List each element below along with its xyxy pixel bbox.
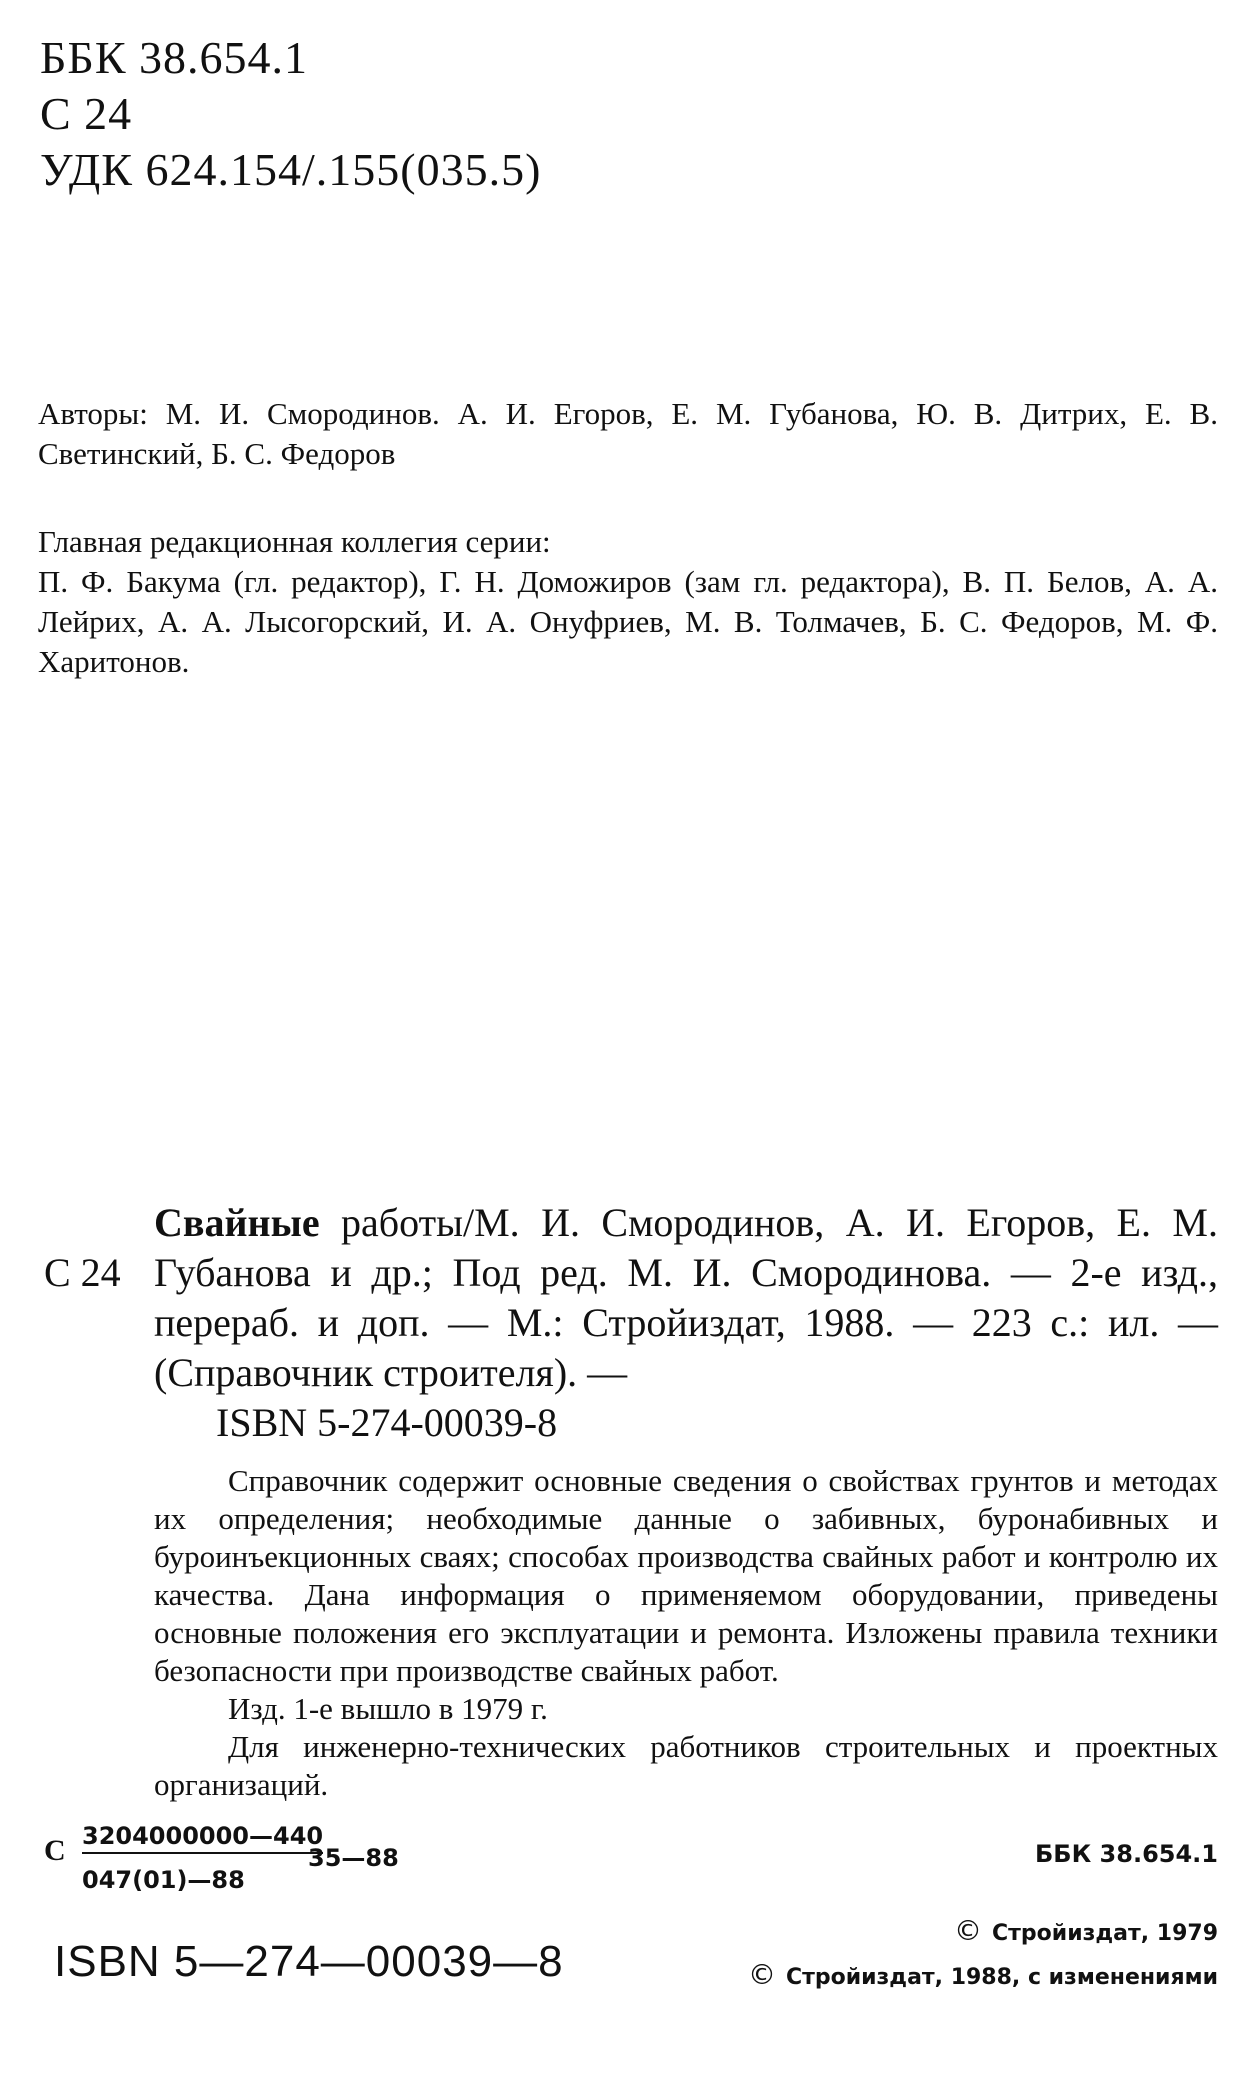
editorial-board-heading: Главная редакционная коллегия серии: (38, 524, 551, 559)
annotation-body: Справочник содержит основные сведения о свойствах грунтов и методах их определения; необходимые данные о забивных, буронабивных и буроинъекционных сваях; способах производства свайных работ и контролю их качества. Дана информация о применяемом оборудовании, приведены основные положения его эксплуатации и ремонта. Изложены правила техники безопасности при производстве свайных работ. (154, 1463, 1218, 1688)
udk-index: УДК 624.154/.155(035.5) (40, 144, 542, 195)
classification-block (40, 30, 541, 198)
copyright-icon: © (954, 1914, 983, 1947)
author-code: С 24 (40, 88, 133, 139)
bibliographic-record (154, 1198, 1218, 1398)
copyright-icon: © (747, 1958, 776, 1991)
bbk-index: ББК 38.654.1 (40, 32, 309, 83)
copyright-1988 (748, 1958, 1218, 1991)
editorial-board (38, 522, 1218, 682)
publication-code-numerator: 3204000000—440 (82, 1822, 323, 1854)
annotation-audience: Для инженерно-технических работников строительных и проектных организаций. (154, 1729, 1218, 1802)
copyright-1988-text: Стройиздат, 1988, с изменениями (785, 1965, 1218, 1990)
copyright-1979 (954, 1914, 1218, 1947)
bibliographic-lead-word: Свайные (154, 1200, 320, 1245)
publication-code-suffix: 35—88 (308, 1844, 399, 1872)
bibliographic-code: С 24 (44, 1250, 121, 1295)
copyright-1979-text: Стройиздат, 1979 (992, 1921, 1218, 1946)
annotation-first-edition: Изд. 1-е вышло в 1979 г. (228, 1691, 548, 1726)
bibliographic-description: работы/М. И. Смородинов, А. И. Егоров, Е. М. Губанова и др.; Под ред. М. И. Смородинова. — 2-е изд., перераб. и доп. — М.: Стройиздат, 1988. — 223 с.: ил. — (Справочник строителя). — (154, 1200, 1218, 1395)
publication-code-denominator: 047(01)—88 (82, 1866, 245, 1894)
annotation (154, 1462, 1218, 1804)
isbn-bottom: ISBN 5—274—00039—8 (54, 1937, 564, 1986)
bibliographic-isbn: ISBN 5-274-00039-8 (216, 1400, 558, 1445)
editorial-board-members: П. Ф. Бакума (гл. редактор), Г. Н. Доможиров (зам гл. редактора), В. П. Белов, А. А. Лейрих, А. А. Лысогорский, И. А. Онуфриев, М. В. Толмачев, Б. С. Федоров, М. Ф. Харитонов. (38, 564, 1218, 679)
authors-list: Авторы: М. И. Смородинов. А. И. Егоров, Е. М. Губанова, Ю. В. Дитрих, Е. В. Светинский, Б. С. Федоров (38, 396, 1218, 471)
publication-code-letter: С (44, 1834, 66, 1867)
bbk-bottom: ББК 38.654.1 (1035, 1840, 1218, 1868)
